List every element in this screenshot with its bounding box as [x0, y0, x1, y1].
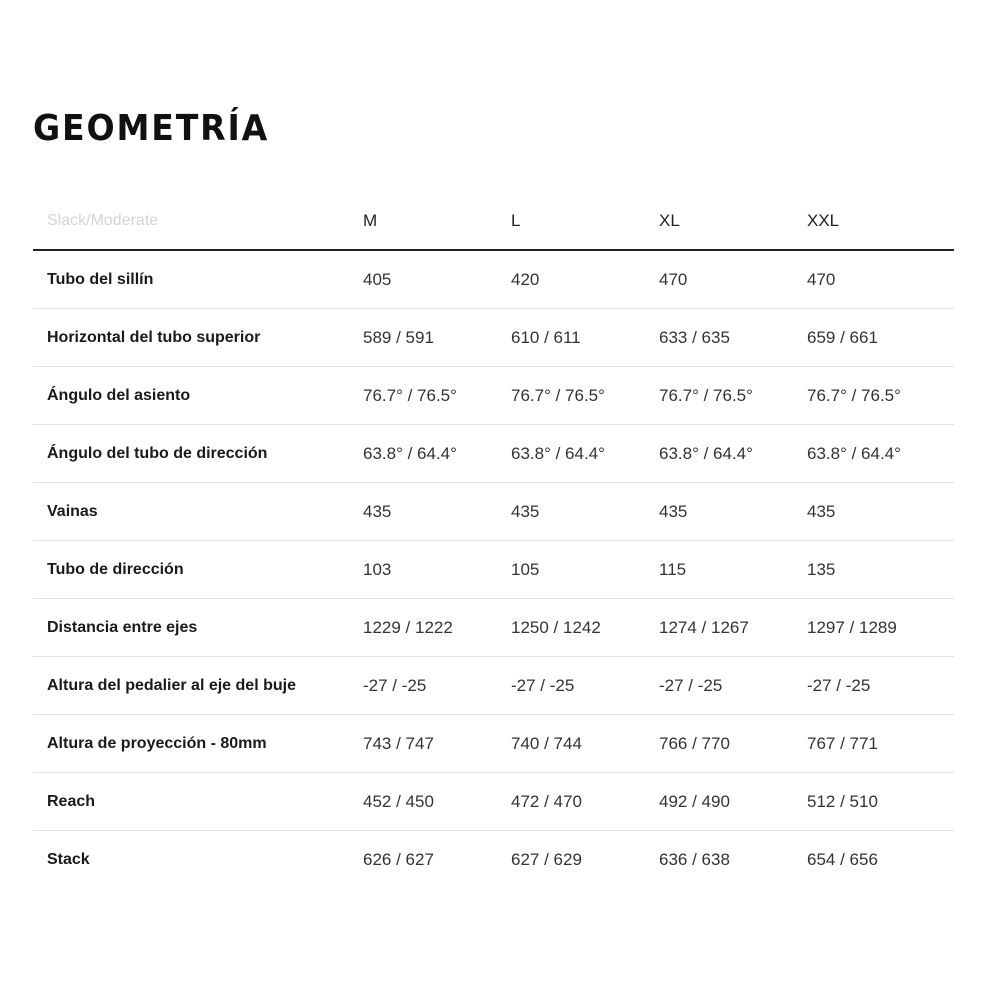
- size-header-xxl: XXL: [807, 192, 954, 250]
- row-label: Vainas: [33, 483, 363, 541]
- table-row: [33, 657, 954, 715]
- table-row: [33, 773, 954, 831]
- cell-value: 743 / 747: [363, 715, 511, 773]
- cell-value: 767 / 771: [807, 715, 954, 773]
- cell-value: 633 / 635: [659, 309, 807, 367]
- cell-value: 420: [511, 250, 659, 309]
- cell-value: 740 / 744: [511, 715, 659, 773]
- cell-value: 435: [511, 483, 659, 541]
- row-label: Ángulo del tubo de dirección: [33, 425, 363, 483]
- cell-value: 435: [363, 483, 511, 541]
- geometry-table: [33, 192, 954, 888]
- cell-value: 135: [807, 541, 954, 599]
- row-label: Tubo de dirección: [33, 541, 363, 599]
- table-row: [33, 309, 954, 367]
- row-label: Tubo del sillín: [33, 250, 363, 309]
- cell-value: 512 / 510: [807, 773, 954, 831]
- cell-value: 627 / 629: [511, 849, 582, 869]
- cell-value: 626 / 627: [363, 849, 434, 869]
- geometry-mode-label: Slack/Moderate: [33, 192, 363, 250]
- table-row: [33, 425, 954, 483]
- cell-value: 63.8° / 64.4°: [659, 425, 807, 483]
- table-row: [33, 599, 954, 657]
- cell-value: 1274 / 1267: [659, 599, 807, 657]
- size-header-m: M: [363, 192, 511, 250]
- cell-value: 115: [659, 541, 807, 599]
- cell-value: -27 / -25: [363, 657, 511, 715]
- table-row: [33, 541, 954, 599]
- cell-value: 435: [807, 483, 954, 541]
- row-label: Reach: [33, 773, 363, 831]
- cell-value: 610 / 611: [511, 309, 659, 367]
- geometry-table-header: [33, 192, 954, 250]
- cell-value: -27 / -25: [511, 657, 659, 715]
- table-row: [33, 250, 954, 309]
- cell-value: 470: [659, 250, 807, 309]
- cell-value: 492 / 490: [659, 773, 807, 831]
- page-title: GEOMETRÍA: [33, 108, 270, 149]
- cell-value: -27 / -25: [659, 657, 807, 715]
- cell-value: 1229 / 1222: [363, 599, 511, 657]
- cell-value: -27 / -25: [807, 657, 954, 715]
- cell-value: 1297 / 1289: [807, 599, 954, 657]
- cell-value: 472 / 470: [511, 773, 659, 831]
- cell-value: 63.8° / 64.4°: [511, 425, 659, 483]
- cell-value: 103: [363, 541, 511, 599]
- cell-value: 452 / 450: [363, 773, 511, 831]
- table-row: [33, 831, 954, 889]
- row-label: Distancia entre ejes: [33, 599, 363, 657]
- cell-value: 76.7° / 76.5°: [363, 367, 511, 425]
- geometry-table-body: [33, 250, 954, 888]
- header-row: [33, 192, 954, 250]
- table-row: [33, 483, 954, 541]
- cell-value: 76.7° / 76.5°: [807, 367, 954, 425]
- cell-value: 76.7° / 76.5°: [659, 367, 807, 425]
- table-row: [33, 715, 954, 773]
- cell-value: 63.8° / 64.4°: [807, 425, 954, 483]
- cell-value: 470: [807, 250, 954, 309]
- row-label: Altura del pedalier al eje del buje: [33, 657, 363, 715]
- cell-value: 76.7° / 76.5°: [511, 367, 659, 425]
- cell-value: 589 / 591: [363, 309, 511, 367]
- row-label: Horizontal del tubo superior: [33, 309, 363, 367]
- row-label: Stack: [47, 850, 90, 868]
- row-label: Altura de proyección - 80mm: [33, 715, 363, 773]
- row-label: Ángulo del asiento: [33, 367, 363, 425]
- cell-value: 63.8° / 64.4°: [363, 425, 511, 483]
- cell-value: 405: [363, 250, 511, 309]
- cell-value: 654 / 656: [807, 849, 878, 869]
- cell-value: 636 / 638: [659, 849, 730, 869]
- cell-value: 105: [511, 541, 659, 599]
- cell-value: 766 / 770: [659, 715, 807, 773]
- size-header-xl: XL: [659, 192, 807, 250]
- cell-value: 659 / 661: [807, 309, 954, 367]
- table-row: [33, 367, 954, 425]
- cell-value: 435: [659, 483, 807, 541]
- cell-value: 1250 / 1242: [511, 599, 659, 657]
- size-header-l: L: [511, 192, 659, 250]
